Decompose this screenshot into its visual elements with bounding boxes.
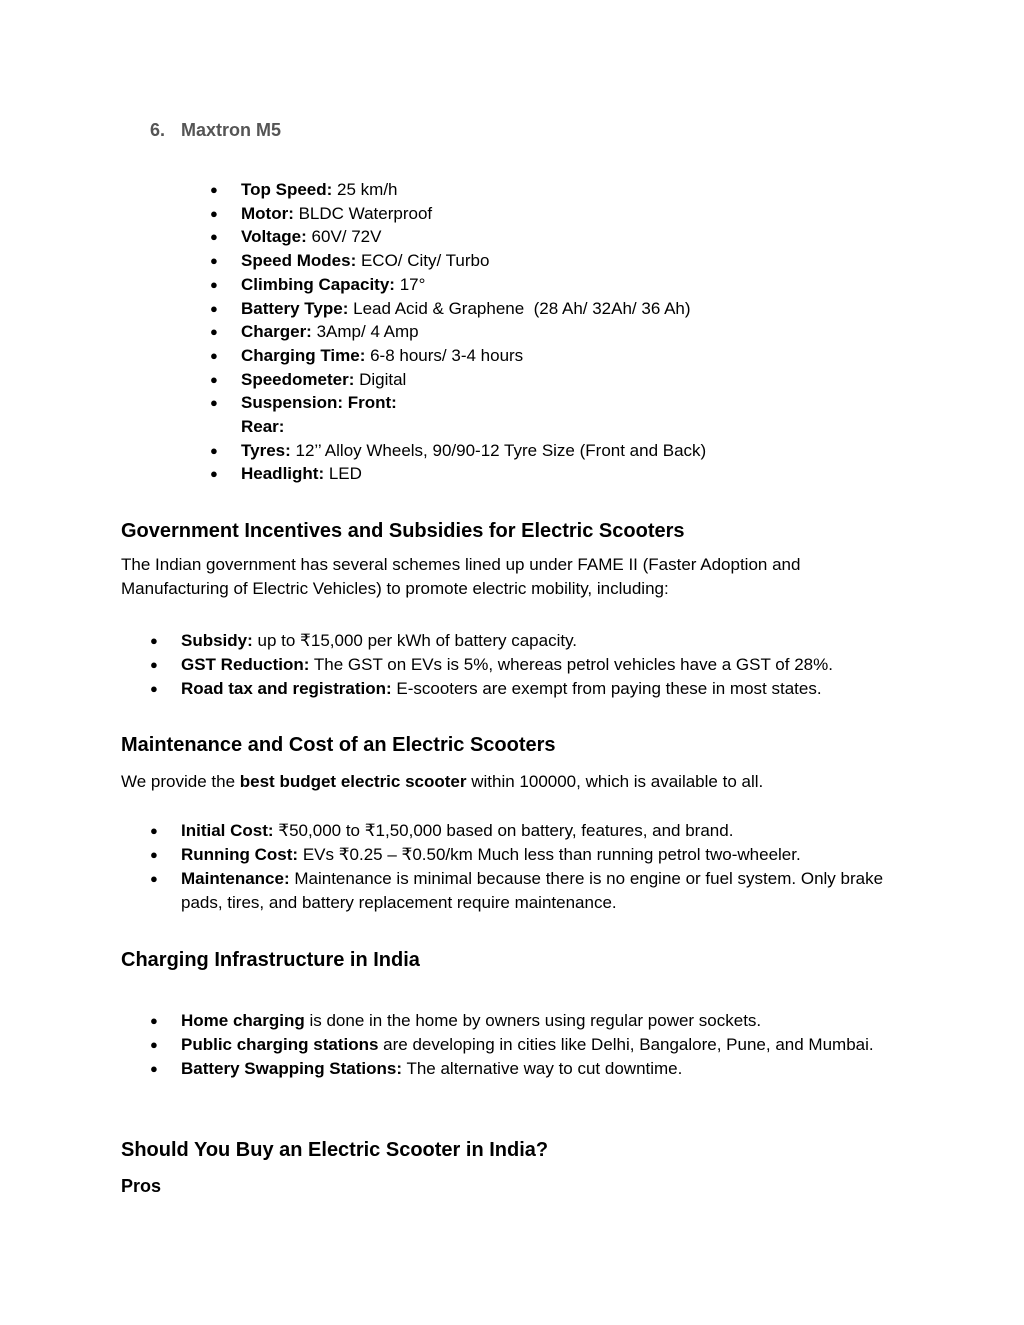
spec-label: Battery Type: <box>241 298 349 318</box>
spec-list <box>210 178 706 486</box>
item-value: The alternative way to cut downtime. <box>402 1059 683 1078</box>
incentives-heading: Government Incentives and Subsidies for Electric Scooters <box>121 520 685 542</box>
spec-value: BLDC Waterproof <box>293 203 433 223</box>
item-value: is done in the home by owners using regular power sockets. <box>304 1011 762 1030</box>
spec-item <box>210 462 706 486</box>
list-item <box>150 843 890 867</box>
model-heading-number: 6. <box>150 120 166 140</box>
list-item <box>150 629 890 653</box>
spec-label: Tyres: <box>241 440 291 460</box>
spec-value: Lead Acid & Graphene (28 Ah/ 32Ah/ 36 Ah) <box>348 298 691 318</box>
spec-item <box>210 273 706 297</box>
spec-item <box>210 391 706 415</box>
spec-label: Speed Modes: <box>241 251 357 271</box>
charging-list <box>150 1009 890 1081</box>
list-item <box>150 1033 890 1057</box>
maintenance-list <box>150 819 890 915</box>
list-item <box>150 677 890 701</box>
list-item <box>150 867 890 915</box>
item-value: up to ₹15,000 per kWh of battery capacity. <box>252 631 578 650</box>
item-value: Maintenance is minimal because there is no engine or fuel system. Only brake pads, tires, and battery replacement require maintenance. <box>181 869 884 912</box>
spec-item <box>210 225 706 249</box>
item-label: GST Reduction: <box>181 655 310 674</box>
item-label: Initial Cost: <box>181 821 274 840</box>
spec-value: LED <box>324 464 362 484</box>
maintenance-heading: Maintenance and Cost of an Electric Scooters <box>121 734 556 756</box>
intro-text: We provide the <box>121 772 240 791</box>
item-label: Battery Swapping Stations: <box>181 1059 403 1078</box>
item-label: Running Cost: <box>181 845 299 864</box>
item-label: Maintenance: <box>181 869 290 888</box>
item-value: ₹50,000 to ₹1,50,000 based on battery, features, and brand. <box>273 821 734 840</box>
spec-item <box>210 320 706 344</box>
spec-label: Rear: <box>241 417 285 437</box>
spec-value: Digital <box>354 369 407 389</box>
model-heading <box>150 120 281 141</box>
spec-label: Speedometer: <box>241 369 355 389</box>
spec-label: Motor: <box>241 203 294 223</box>
spec-label: Headlight: <box>241 464 325 484</box>
spec-value: 25 km/h <box>332 180 398 199</box>
spec-value: 17° <box>394 274 426 294</box>
intro-link-text: best budget electric scooter <box>239 772 467 791</box>
list-item <box>150 1057 890 1081</box>
spec-item <box>210 344 706 368</box>
incentives-intro: The Indian government has several schemes lined up under FAME II (Faster Adoption and Manufacturing of Electric Vehicles) to promote electric mobility, including: <box>121 555 801 598</box>
item-label: Public charging stations <box>181 1035 379 1054</box>
spec-item <box>210 439 706 463</box>
item-label: Road tax and registration: <box>181 679 392 698</box>
spec-label: Voltage: <box>241 227 307 247</box>
spec-label: Suspension: Front: <box>241 393 397 413</box>
maintenance-intro <box>121 770 901 794</box>
spec-value: 60V/ 72V <box>306 227 382 247</box>
spec-item <box>210 249 706 273</box>
item-value: EVs ₹0.25 – ₹0.50/km Much less than running petrol two-wheeler. <box>298 845 801 864</box>
intro-text: within 100000, which is available to all. <box>466 772 764 791</box>
item-label: Subsidy: <box>181 631 253 650</box>
spec-item <box>210 202 706 226</box>
spec-label: Charging Time: <box>241 345 366 365</box>
spec-item <box>210 178 706 202</box>
spec-value: 6-8 hours/ 3-4 hours <box>365 345 524 365</box>
spec-item <box>210 297 706 321</box>
spec-value: 3Amp/ 4 Amp <box>311 322 419 342</box>
spec-label: Climbing Capacity: <box>241 274 395 294</box>
list-item <box>150 819 890 843</box>
spec-label: Top Speed: <box>241 180 333 199</box>
buy-heading: Should You Buy an Electric Scooter in India? <box>121 1139 549 1161</box>
pros-label: Pros <box>121 1176 162 1196</box>
spec-item <box>210 368 706 392</box>
charging-heading: Charging Infrastructure in India <box>121 949 420 971</box>
spec-value: ECO/ City/ Turbo <box>356 251 490 271</box>
model-heading-title: Maxtron M5 <box>181 120 282 140</box>
spec-value: 12’’ Alloy Wheels, 90/90-12 Tyre Size (Front and Back) <box>290 440 707 460</box>
incentives-list <box>150 629 890 701</box>
item-value: E-scooters are exempt from paying these in most states. <box>391 679 822 698</box>
list-item <box>150 653 890 677</box>
spec-label: Charger: <box>241 322 312 342</box>
list-item <box>150 1009 890 1033</box>
item-value: The GST on EVs is 5%, whereas petrol vehicles have a GST of 28%. <box>309 655 833 674</box>
item-label: Home charging <box>181 1011 305 1030</box>
item-value: are developing in cities like Delhi, Bangalore, Pune, and Mumbai. <box>378 1035 874 1054</box>
spec-item-continuation <box>210 415 706 439</box>
